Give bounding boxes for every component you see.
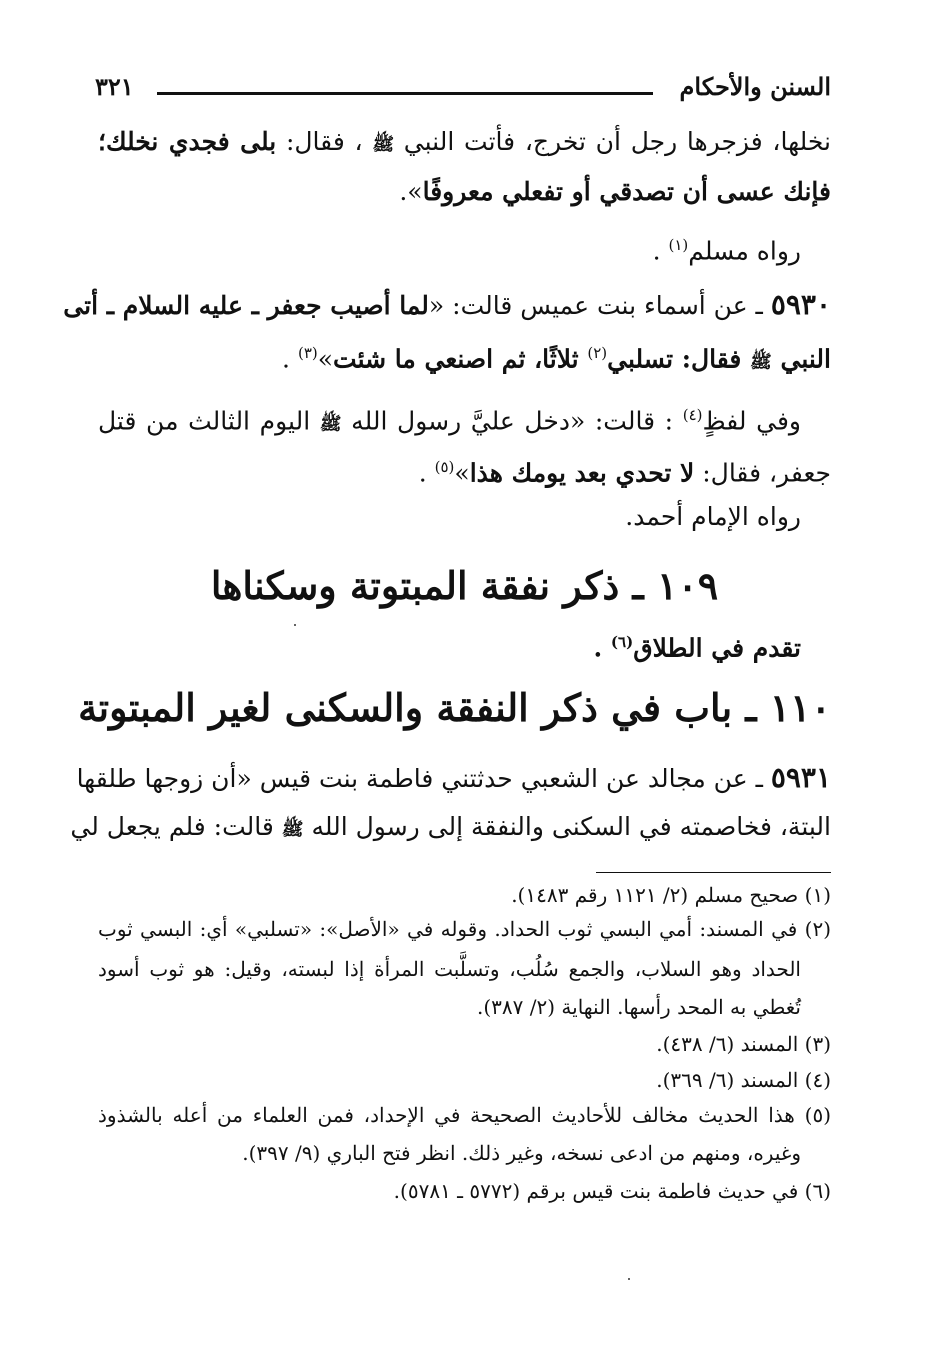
footnote-1: (١) صحيح مسلم (٢/ ١١٢١ رقم ١٤٨٣). <box>511 883 831 907</box>
footnote-2-line-3: تُغطي به المحد رأسها. النهاية (٢/ ٣٨٧). <box>477 995 801 1019</box>
footnote-ref-4: (٤) <box>682 406 703 424</box>
section-109-note: تقدم في الطلاق$^{(٦)}$ . <box>593 633 801 663</box>
scan-speck <box>294 624 296 626</box>
body-line-2: فإنك عسى أن تصدقي أو تفعلي معروفًا». <box>399 177 831 206</box>
variant-line-1: وفي لفظٍ$^{(٤)}$ : قالت: «دخل عليَّ رسول الله ﷺ اليوم الثالث من قتل <box>98 406 802 436</box>
footnote-4: (٤) المسند (٦/ ٣٦٩). <box>656 1068 831 1092</box>
hadith-number: ٥٩٣٠ <box>770 288 831 321</box>
page-number: ٣٢١ <box>95 72 134 101</box>
footnote-6: (٦) في حديث فاطمة بنت قيس برقم (٥٧٧٢ ـ ٥٧٨١). <box>393 1179 831 1203</box>
hadith-number: ٥٩٣١ <box>770 761 831 794</box>
hadith-5931-line-2: البتة، فخاصمته في السكنى والنفقة إلى رسول الله ﷺ قالت: فلم يجعل لي <box>70 812 831 841</box>
footnote-5-line-1: (٥) هذا الحديث مخالف للأحاديث الصحيحة في الإحداد، فمن العلماء من أعله بالشذوذ <box>98 1103 831 1127</box>
hadith-5931-line-1: ٥٩٣١ ـ عن مجالد عن الشعبي حدثتني فاطمة بنت قيس «أن زوجها طلقها <box>76 761 831 794</box>
narration-source-2: رواه الإمام أحمد. <box>625 502 801 531</box>
hadith-5930-line-2: النبي ﷺ فقال: تسلبي$^{(٢)}$ ثلاثًا، ثم اصنعي ما شئت»$^{(٣)}$ . <box>282 344 831 374</box>
footnote-ref-5: (٥) <box>434 458 455 476</box>
running-header <box>95 72 831 112</box>
footnote-ref-1: (١) <box>668 236 689 254</box>
footnote-2-line-1: (٢) في المسند: أمي البسي ثوب الحداد. وقوله في «الأصل»: «تسلبي» أي: البسي ثوب <box>98 917 831 941</box>
footnote-2-line-2: الحداد وهو السلاب، والجمع سُلُب، وتسلَّبت المرأة إذا لبسته، وقيل: هو ثوب أسود <box>98 957 801 981</box>
footnote-5-line-2: وغيره، ومنهم من ادعى نسخه، وغير ذلك. انظر فتح الباري (٩/ ٣٩٧). <box>242 1141 801 1165</box>
footnote-ref-2: (٢) <box>587 344 608 362</box>
footnote-ref-6: (٦) <box>610 633 634 651</box>
footnote-3: (٣) المسند (٦/ ٤٣٨). <box>656 1032 831 1056</box>
header-rule <box>157 92 653 95</box>
footnote-separator <box>596 872 831 873</box>
hadith-5930-line-1: ٥٩٣٠ ـ عن أسماء بنت عميس قالت: «لما أصيب جعفر ـ عليه السلام ـ أتى <box>63 288 831 321</box>
narration-source-1: رواه مسلم$^{(١)}$ . <box>652 236 801 266</box>
salla-ligature: ﷺ <box>281 819 304 840</box>
section-heading-109: ١٠٩ ـ ذكر نفقة المبتوتة وسكناها <box>210 563 719 608</box>
salla-ligature: ﷺ <box>750 351 772 373</box>
salla-ligature: ﷺ <box>319 413 342 435</box>
body-line-1: نخلها، فزجرها رجل أن تخرج، فأتت النبي ﷺ ، فقال: بلى فجدي نخلك؛ <box>98 127 831 156</box>
salla-ligature: ﷺ <box>372 134 395 155</box>
section-heading-110: ١١٠ ـ باب في ذكر النفقة والسكنى لغير المبتوتة <box>78 685 831 730</box>
scan-speck <box>628 1278 630 1280</box>
variant-line-2: جعفر، فقال: لا تحدي بعد يومك هذا»$^{(٥)}$ . <box>418 458 831 488</box>
footnote-ref-3: (٣) <box>297 344 318 362</box>
header-title: السنن والأحكام <box>679 72 831 101</box>
